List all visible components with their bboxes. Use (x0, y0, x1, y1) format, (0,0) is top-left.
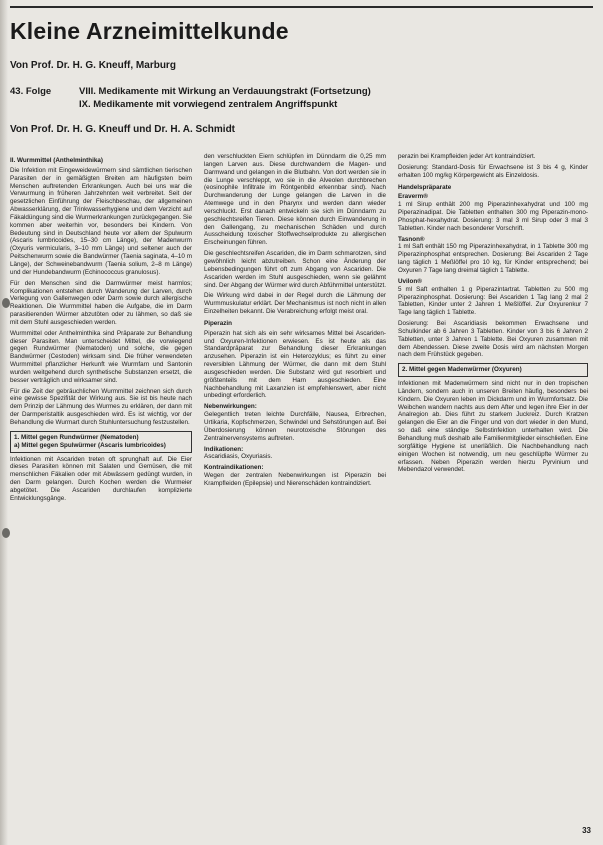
paragraph: Wegen der zentralen Nebenwirkungen ist Piperazin bei Krampfleiden (Epilepsie) und Nierenschäden kontraindiziert. (204, 472, 386, 487)
author-line: Von Prof. Dr. H. G. Kneuff, Marburg (10, 60, 176, 71)
paragraph: Die Infektion mit Eingeweidewürmern sind sämtlichen tierischen Parasiten der in gemäßigten Breiten am häufigsten beim Menschen auftretenden Erkrankungen. Auch bei uns war die Verwurmung in früheren Jahrzehnten weit verbreitet. Seit der gesetzlichen Einführung der Fleischbeschau, der allgemeinen Abwasserklärung, der Trinkwasserhygiene und dem Verzicht auf Fäkaldüngung sind die Wurmerkrankungen zurückgegangen. Sie kommen aber weiterhin vor, besonders bei Kindern. Von Bedeutung sind in Deutschland heute vor allem der Spulwurm (Ascaris lumbricoides, 15–30 cm Länge), der Madenwurm (Oxyuris vermicularis, 3–10 mm Länge) und seltener auch der Peitschenwurm sowie die Bandwürmer (Taenia saginata, 4–10 m Länge), der Schweinebandwurm (Taenia solium, 2–8 m Länge) und der Hundebandwurm (Echinococcus granulosus). (10, 166, 192, 276)
paragraph: Wurmmittel oder Anthelminthika sind Präparate zur Behandlung dieser Parasiten. Man unterscheidet Mittel, die vorwiegend gegen Rundwürmer (Nematoden) und solche, die gegen Bandwürmer (Cestoden) wirksam sind. Die früher verwendeten Wurmmittel pflanzlicher Herkunft wie Wurmfarn und Santonin wurden weitgehend durch synthetische Substanzen ersetzt, die besser verträglich und wirksamer sind. (10, 329, 192, 384)
text-column-1 (10, 153, 192, 506)
subsection-heading-box: 2. Mittel gegen Madenwürmer (Oxyuren) (398, 363, 588, 377)
punch-hole (2, 298, 10, 308)
punch-hole (2, 528, 10, 538)
paragraph: 1 ml Sirup enthält 200 mg Piperazinhexahydrat und 100 mg Piperazinadipat. Die Tabletten enthalten 300 mg Piperazin-mono-Phosphat-hexahydrat. Dosierung: 3 mal 3 ml Sirup oder 3 mal 3 Tabletten. Kinder nach besonderer Vorschrift. (398, 201, 588, 232)
paragraph: 1 ml Saft enthält 150 mg Piperazinhexahydrat, in 1 Tablette 300 mg Piperazinphosphat entsprechen. Dosierung: Bei Ascariden 2 Tage lang täglich 1 Meßlöffel pro 10 kg, für Kinder entsprechend; bei Oxyuren 7 Tage lang dreimal täglich 1 Tablette. (398, 243, 588, 274)
paragraph: 5 ml Saft enthalten 1 g Piperazintartrat. Tabletten zu 500 mg Piperazinphosphat. Dosierung: Bei Ascariden 1 Tag lang 2 mal 2 Tabletten, Kinder unter 2 Jahren 1 Meßlöffel. Zur Oxyurenkur 7 Tage lang täglich 1 Tablette. (398, 285, 588, 317)
subheading: Handelspräparate (398, 183, 452, 191)
header-rule (10, 6, 593, 8)
paragraph: Infektionen mit Ascariden treten oft sprunghaft auf. Die Eier dieses Parasiten können mit Salaten und Gemüsen, die mit menschlichen Fäkalien oder mit Abwässern gedüngt wurden, in den Darm gelangen. Durch Kochen werden die Wurmeier abgetötet. Die Ascariden durchlaufen komplizierte Entwicklungsgänge. (10, 455, 192, 502)
paragraph: Gelegentlich treten leichte Durchfälle, Nausea, Erbrechen, Urtikaria, Kopfschmerzen, Schwindel und Sehstörungen auf. Bei Überdosierung können neurotoxische Störungen des Zentralnervensystems auftreten. (204, 411, 386, 442)
subheading: Nebenwirkungen: (204, 403, 257, 411)
subheading: Kontraindikationen: (204, 464, 264, 472)
paragraph: Die geschlechtsreifen Ascariden, die im Darm schmarotzen, sind gewöhnlich leicht abzutreiben. Schon eine Änderung der Lebensbedingungen führt oft zum Abgang von Ascariden. Die Ascariden werden im Stuhl ausgeschieden, wenn sie gelähmt sind. Der Abgang der Würmer wird durch Abführmittel unterstützt. (204, 250, 386, 289)
paragraph: Ascaridiasis, Oxyuriasis. (204, 453, 273, 461)
section-heading: II. Wurmmittel (Anthelminthika) (10, 157, 103, 164)
paragraph: Für die Zeit der gebräuchlichen Wurmmittel zeichnen sich durch eine gewisse Spezifität der Wirkung aus. Sie ist bis heute nach dem Prinzip der Lähmung des Wurmes zu erklären, der dann mit der Darmperistaltik ausgeschieden wird. Es ist wichtig, vor der Behandlung die Wurmart durch Stuhluntersuchung festzustellen. (10, 387, 192, 426)
co-author-line: Von Prof. Dr. H. G. Kneuff und Dr. H. A. Schmidt (10, 124, 236, 135)
subheading: Indikationen: (204, 445, 244, 453)
paragraph: Infektionen mit Madenwürmern sind nicht nur in den tropischen Ländern, sondern auch in unseren Breiten häufig, besonders bei Kindern. Die Oxyuren leben im Dickdarm und im Wurmfortsatz. Die Weibchen wandern nachts aus dem After und legen ihre Eier in der Analregion ab. Dies führt zu starkem Juckreiz. Durch Kratzen gelangen die Eier an die Finger und von dort wieder in den Mund, so daß eine ständige Selbstinfektion unterhalten wird. Die Behandlung muß deshalb alle Familienmitglieder einschließen. Eine sorgfältige Hygiene ist unerläßlich. Die Nachbehandlung nach einigen Wochen ist notwendig, um neu geschlüpfte Würmer zu erfassen. Neben Piperazin werden hierzu Pyrvinium und Mebendazol verwendet. (398, 380, 588, 474)
subsection-subheading: a) Mittel gegen Spulwürmer (Ascaris lumbricoides) (14, 441, 166, 449)
series-chapter-2: IX. Medikamente mit vorwiegend zentralem Angriffspunkt (79, 99, 338, 110)
paragraph: Piperazin hat sich als ein sehr wirksames Mittel bei Ascariden- und Oxyuren-Infektionen erwiesen. Es ist heute als das Standardpräparat zur Behandlung dieser Erkrankungen anzusehen. Piperazin ist ein Heterozyklus; es führt zu einer reversiblen Lähmung der Würmer, die dann mit dem Stuhl ausgeschieden werden. Die Substanz wird gut resorbiert und größtenteils mit dem Harn ausgeschieden. Eine Nachbehandlung mit Laxanzien ist empfehlenswert, aber nicht unbedingt erforderlich. (204, 329, 386, 400)
product-name: Tasnon® (398, 235, 425, 243)
subsection-box (10, 431, 192, 453)
series-chapter-1: VIII. Medikamente mit Wirkung an Verdauungstrakt (Fortsetzung) (79, 86, 371, 97)
paragraph: Für den Menschen sind die Darmwürmer meist harmlos; Komplikationen entstehen durch Wanderung der Larven, durch Verlegung von Gallenwegen oder Darm sowie durch allergische Reaktionen. Die Wurmmittel haben die Aufgabe, die im Darm parasitierenden Würmer abzutöten oder zu lähmen, so daß sie mit dem Stuhl ausgeschieden werden. (10, 279, 192, 326)
series-number: 43. Folge (10, 86, 52, 97)
page-title: Kleine Arzneimittelkunde (10, 18, 289, 44)
page-number: 33 (582, 826, 591, 835)
paragraph: perazin bei Krampfleiden jeder Art kontraindiziert. (398, 153, 536, 160)
page-binding-edge (0, 0, 8, 845)
product-name: Uvilon® (398, 277, 422, 285)
paragraph: Die Wirkung wird dabei in der Regel durch die Lähmung der Wurmmuskulatur erklärt. Der Mechanismus ist noch nicht in allen Einzelheiten bekannt. Die Verabreichung erfolgt meist oral. (204, 292, 386, 316)
paragraph: Dosierung: Bei Ascaridiasis bekommen Erwachsene und Schulkinder ab 6 Jahren 3 Tabletten. Kinder von 3 bis 6 Jahren 2 Tabletten, unter 3 Jahren 1 Tablette. Bei Oxyuren zusammen mit dem Abendessen. Diese zweite Dosis wird am nächsten Morgen nach dem Frühstück gegeben. (398, 320, 588, 359)
drug-heading: Piperazin (204, 319, 232, 327)
text-column-2 (204, 153, 386, 491)
paragraph: den verschluckten Eiern schlüpfen im Dünndarm die 0,25 mm langen Larven aus. Diese durchwandern die Magen- und Darmwand und gelangen in die Blutbahn. Von dort werden sie in die Lunge verschleppt, wo sie in die Alveolen durchbrechen (eosinophile Infiltrate im Röntgenbild erkennbar sind). Nach Durchwanderung der Lunge gelangen die Larven in die Atemwege und in den Pharynx und werden dann wieder verschluckt. Erst danach entwickeln sie sich im Dünndarm zu geschlechtsreifen Tieren. Diese können durch Einwanderung in den Gallengang, zu mechanischen Schäden und durch Ausscheidung toxischer Stoffwechselprodukte zu allergischen Erscheinungen führen. (204, 153, 386, 247)
product-name: Eraverm® (398, 193, 428, 201)
subsection-heading: 1. Mittel gegen Rundwürmer (Nematoden) (14, 433, 139, 441)
text-column-3 (398, 153, 588, 477)
paragraph: Dosierung: Standard-Dosis für Erwachsene ist 3 bis 4 g, Kinder erhalten 100 mg/kg Körpergewicht als Einzeldosis. (398, 163, 588, 179)
